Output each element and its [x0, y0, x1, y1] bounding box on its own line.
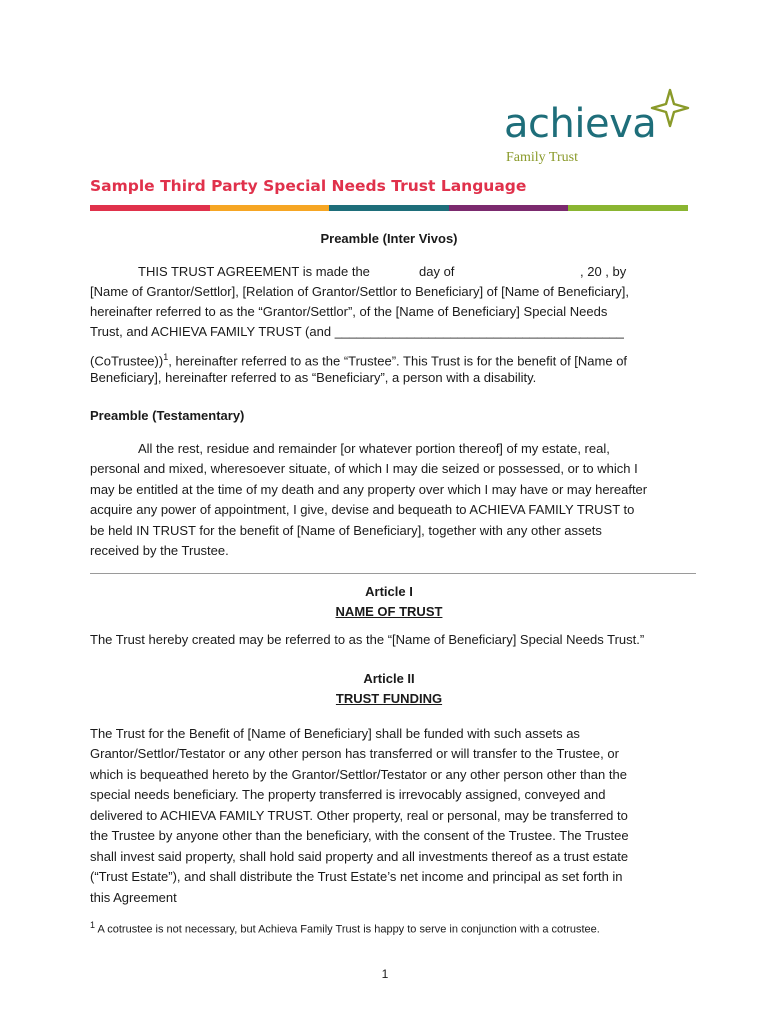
testamentary-line: may be entitled at the time of my death and any property over which I may have or may hereafter	[90, 482, 648, 497]
color-bar-segment	[210, 205, 330, 211]
article-2-line: The Trust for the Benefit of [Name of Beneficiary] shall be funded with such assets as	[90, 726, 580, 741]
testamentary-line: personal and mixed, wheresoever situate, of which I may die seized or possessed, or to which I	[90, 461, 638, 476]
preamble-line-part: day of	[419, 264, 455, 279]
article-2-line: delivered to ACHIEVA FAMILY TRUST. Other property, real or personal, may be transferred to	[90, 808, 628, 823]
preamble-line: [Name of Grantor/Settlor], [Relation of Grantor/Settlor to Beneficiary] of [Name of Beneficiary],	[90, 284, 630, 299]
article-1-label: Article I	[365, 584, 413, 599]
footnote	[90, 920, 600, 936]
page-number: 1	[381, 967, 389, 981]
article-1-text: The Trust hereby created may be referred to as the “[Name of Beneficiary] Special Needs Trust.”	[90, 632, 645, 647]
article-2-line: Grantor/Settlor/Testator or any other person has transferred or will transfer to the Trustee, or	[90, 746, 619, 761]
preamble-line: Beneficiary], hereinafter referred to as “Beneficiary”, a person with a disability.	[90, 370, 537, 385]
article-2-line: (“Trust Estate”), and shall distribute the Trust Estate’s net income and principal as set forth in	[90, 869, 623, 884]
color-bar	[90, 205, 688, 211]
footnote-marker: 1	[90, 920, 96, 930]
article-2-label: Article II	[363, 671, 415, 686]
testamentary-line: be held IN TRUST for the benefit of [Name of Beneficiary], together with any other assets	[90, 523, 602, 538]
color-bar-segment	[329, 205, 449, 211]
testamentary-line: All the rest, residue and remainder [or whatever portion thereof] of my estate, real,	[138, 441, 610, 456]
logo-wordmark: achieva	[504, 101, 657, 147]
color-bar-segment	[568, 205, 688, 211]
article-2-name: TRUST FUNDING	[335, 691, 443, 706]
section-divider	[90, 573, 696, 574]
testamentary-line: received by the Trustee.	[90, 543, 229, 558]
footnote-ref: 1	[163, 352, 169, 362]
document-title: Sample Third Party Special Needs Trust Language	[90, 177, 527, 195]
preamble-testamentary-heading: Preamble (Testamentary)	[90, 408, 245, 423]
achieva-logo	[498, 88, 698, 168]
article-2-line: the Trustee by anyone other than the beneficiary, with the consent of the Trustee. The Trustee	[90, 828, 629, 843]
color-bar-segment	[449, 205, 569, 211]
article-2-line: shall invest said property, shall hold said property and all investments thereof as a trust estate	[90, 849, 629, 864]
footnote-text: A cotrustee is not necessary, but Achieva Family Trust is happy to serve in conjunction with a cotrustee.	[95, 923, 600, 936]
preamble-inter-vivos-heading: Preamble (Inter Vivos)	[320, 231, 458, 246]
article-1-name: NAME OF TRUST	[335, 604, 443, 619]
article-2-line: special needs beneficiary. The property transferred is irrevocably assigned, conveyed and	[90, 787, 606, 802]
color-bar-segment	[90, 205, 210, 211]
star-sparkle-icon	[650, 88, 690, 128]
logo-subtitle: Family Trust	[506, 150, 578, 165]
preamble-line-part: , 20 , by	[580, 264, 627, 279]
preamble-line-part: THIS TRUST AGREEMENT is made the	[138, 264, 370, 279]
article-2-line: which is bequeathed hereto by the Grantor/Settlor/Testator or any other person other than the	[90, 767, 627, 782]
preamble-line-part: (CoTrustee))	[90, 353, 164, 369]
testamentary-line: acquire any power of appointment, I give, devise and bequeath to ACHIEVA FAMILY TRUST to	[90, 502, 635, 517]
preamble-line: Trust, and ACHIEVA FAMILY TRUST (and ________________________________________	[90, 324, 624, 339]
preamble-line-part: , hereinafter referred to as the “Trustee”. This Trust is for the benefit of [Name of	[168, 353, 628, 369]
article-2-line: this Agreement	[90, 890, 177, 905]
preamble-line: hereinafter referred to as the “Grantor/Settlor”, of the [Name of Beneficiary] Special Needs	[90, 304, 608, 319]
